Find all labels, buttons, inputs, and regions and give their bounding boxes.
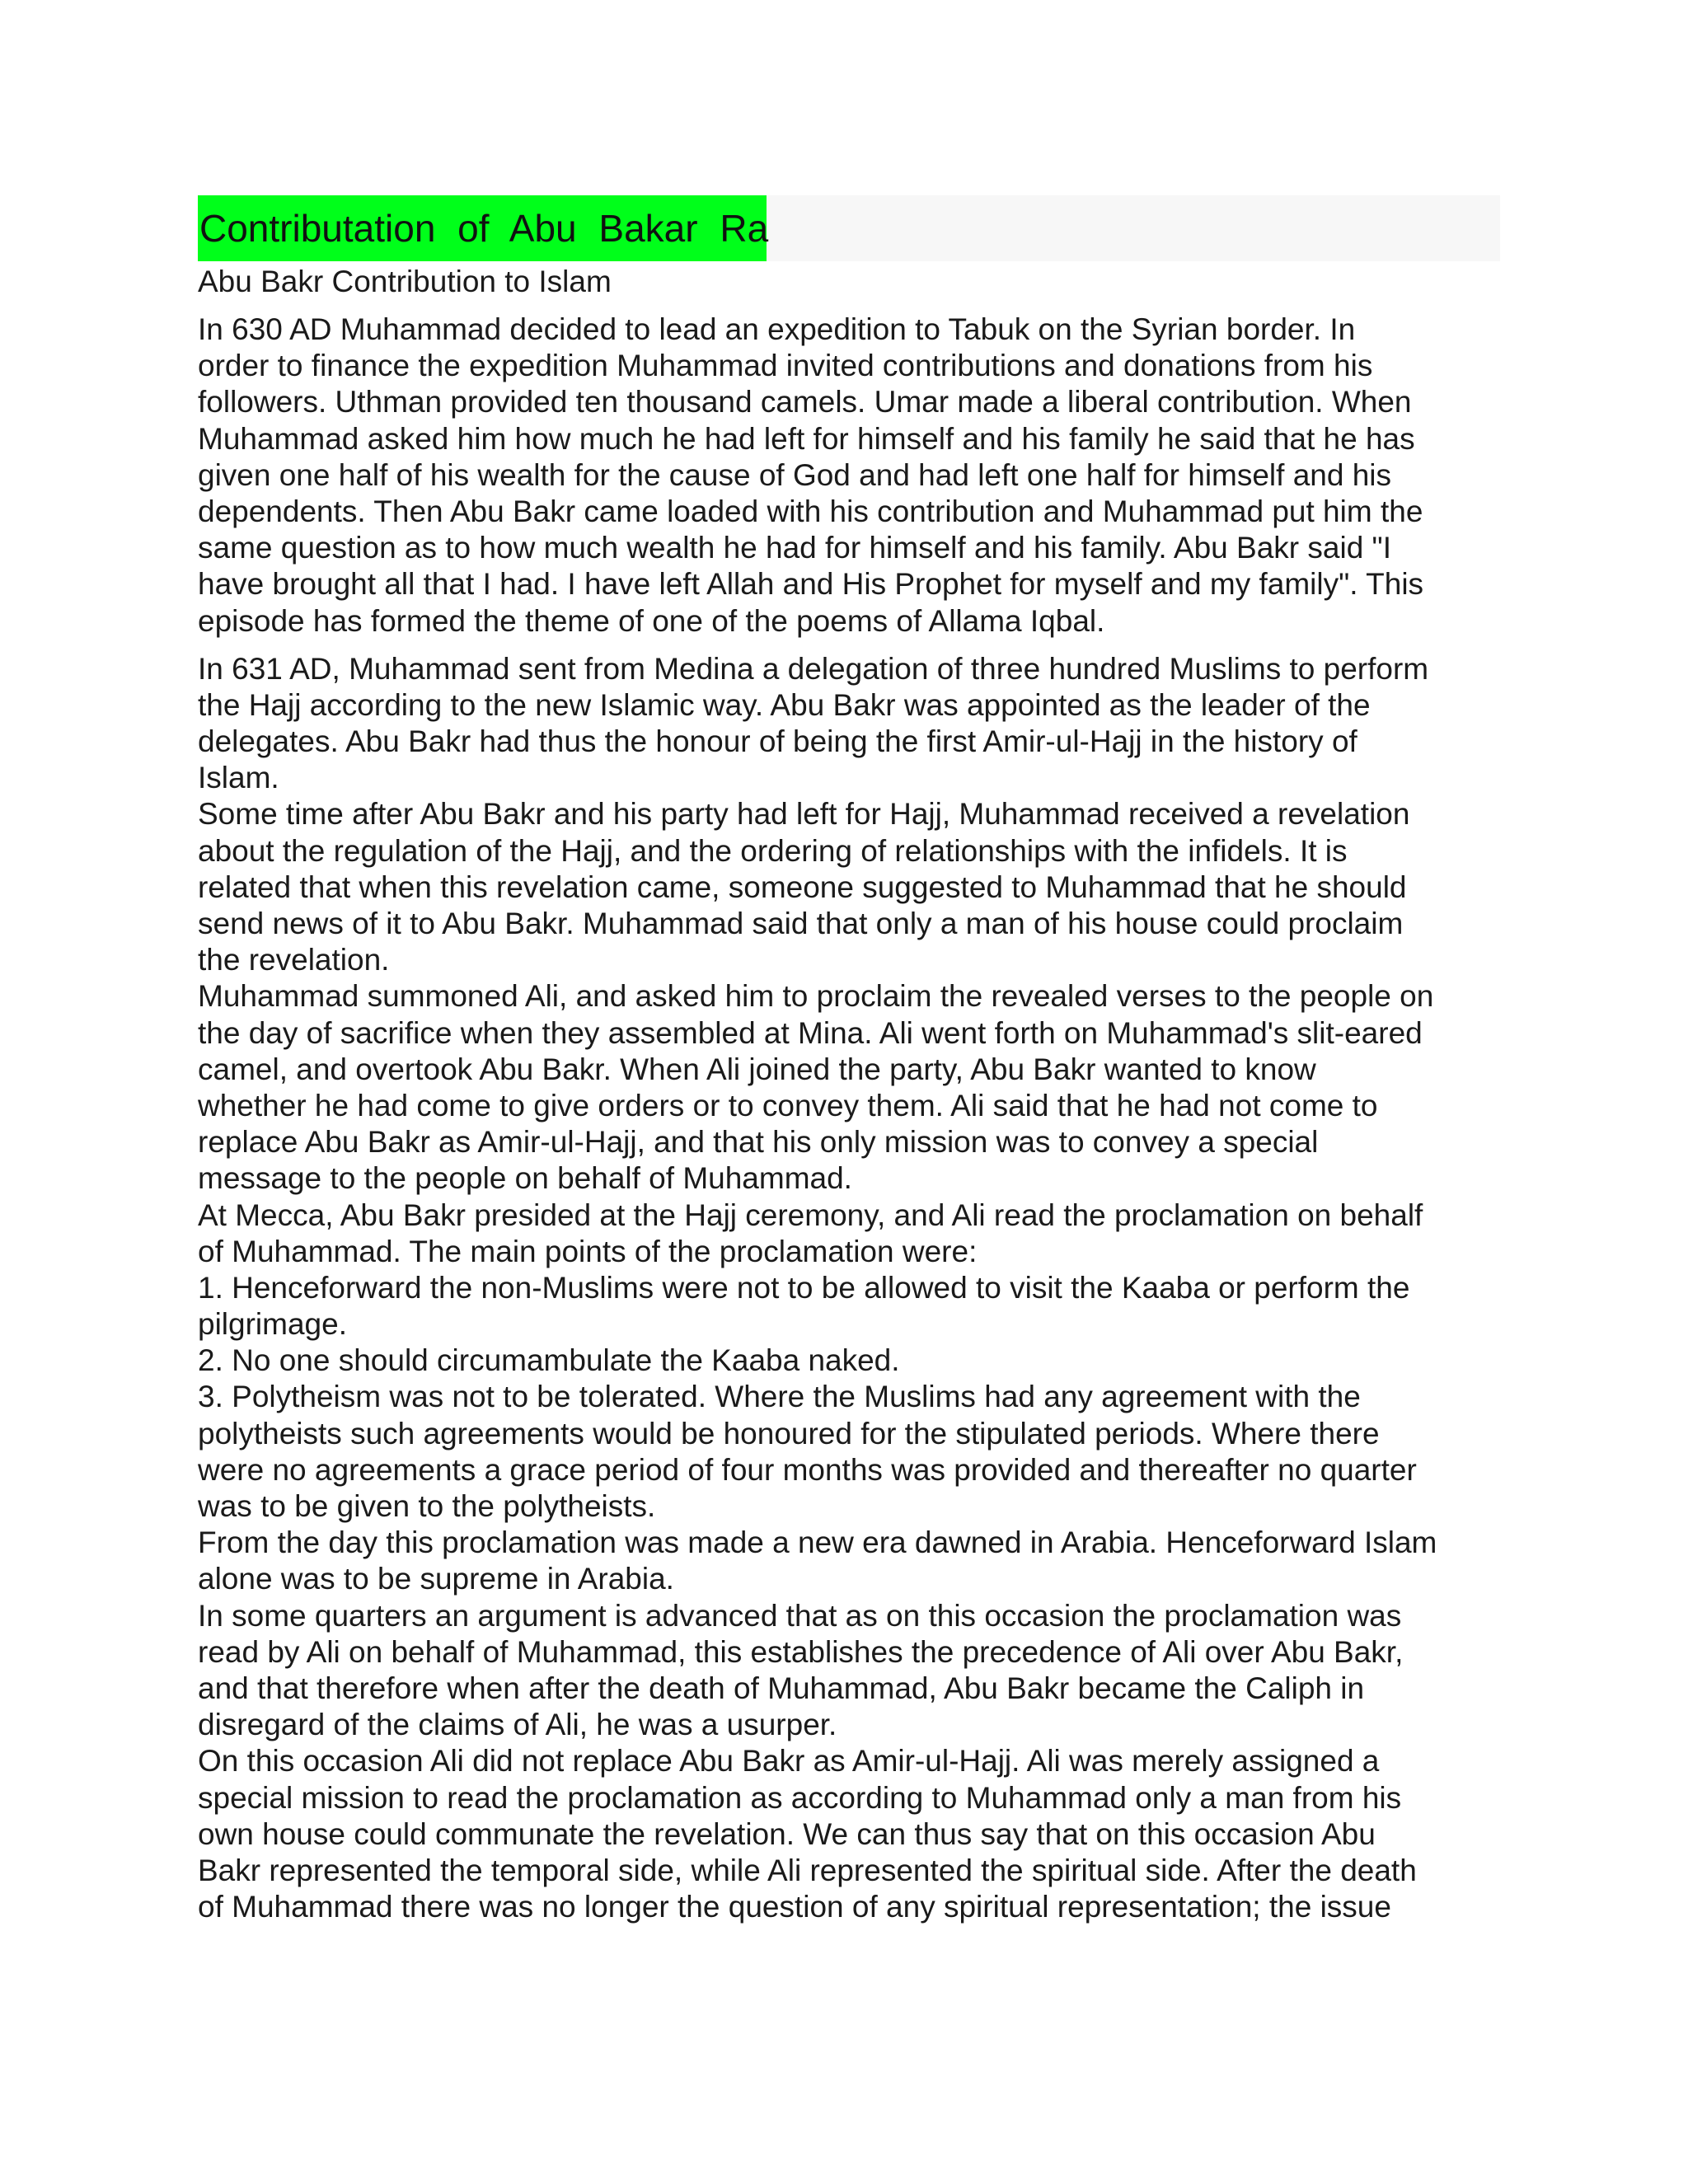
text-line: 2. No one should circumambulate the Kaaba naked. bbox=[198, 1343, 900, 1378]
text-line: In 630 AD Muhammad decided to lead an expedition to Tabuk on the Syrian border. In bbox=[198, 312, 1356, 346]
text-line: own house could communate the revelation. We can thus say that on this occasion Abu bbox=[198, 1816, 1376, 1851]
text-line: message to the people on behalf of Muhammad. bbox=[198, 1161, 852, 1196]
text-line: polytheists such agreements would be honoured for the stipulated periods. Where there bbox=[198, 1416, 1380, 1451]
text-line: replace Abu Bakr as Amir-ul-Hajj, and that his only mission was to convey a special bbox=[198, 1125, 1319, 1160]
text-line: Bakr represented the temporal side, while Ali represented the spiritual side. After the death bbox=[198, 1853, 1417, 1887]
text-line: the revelation. bbox=[198, 943, 390, 977]
document-title: Contributation of Abu Bakar Ra bbox=[199, 207, 769, 250]
text-line: and that therefore when after the death of Muhammad, Abu Bakr became the Caliph in bbox=[198, 1671, 1365, 1705]
text-line: read by Ali on behalf of Muhammad, this establishes the precedence of Ali over Abu Bakr, bbox=[198, 1634, 1404, 1669]
text-line: Muhammad asked him how much he had left for himself and his family he said that he has bbox=[198, 421, 1415, 456]
text-line: the Hajj according to the new Islamic way. Abu Bakr was appointed as the leader of the bbox=[198, 687, 1371, 722]
text-line: disregard of the claims of Ali, he was a usurper. bbox=[198, 1708, 837, 1742]
text-line: whether he had come to give orders or to convey them. Ali said that he had not come to bbox=[198, 1088, 1378, 1122]
text-line: given one half of his wealth for the cause of God and had left one half for himself and his bbox=[198, 457, 1392, 492]
text-line: of Muhammad there was no longer the question of any spiritual representation; the issue bbox=[198, 1890, 1391, 1924]
paragraph bbox=[198, 312, 1517, 640]
text-line: same question as to how much wealth he had for himself and his family. Abu Bakr said "I bbox=[198, 531, 1391, 565]
text-line: dependents. Then Abu Bakr came loaded with his contribution and Muhammad put him the bbox=[198, 494, 1423, 528]
text-line: alone was to be supreme in Arabia. bbox=[198, 1562, 674, 1596]
text-line: 3. Polytheism was not to be tolerated. Where the Muslims had any agreement with the bbox=[198, 1380, 1361, 1414]
text-line: were no agreements a grace period of four months was provided and thereafter no quarter bbox=[198, 1452, 1417, 1487]
text-line: order to finance the expedition Muhammad invited contributions and donations from his bbox=[198, 349, 1373, 383]
text-line: From the day this proclamation was made a new era dawned in Arabia. Henceforward Islam bbox=[198, 1526, 1437, 1560]
paragraph-gap bbox=[198, 640, 1517, 651]
text-line: special mission to read the proclamation as according to Muhammad only a man from his bbox=[198, 1780, 1402, 1815]
text-line: In some quarters an argument is advanced that as on this occasion the proclamation was bbox=[198, 1598, 1402, 1633]
text-line: Islam. bbox=[198, 761, 279, 795]
paragraph bbox=[198, 651, 1517, 1926]
text-line: followers. Uthman provided ten thousand camels. Umar made a liberal contribution. When bbox=[198, 385, 1412, 419]
text-line: of Muhammad. The main points of the proclamation were: bbox=[198, 1234, 978, 1268]
text-line: related that when this revelation came, someone suggested to Muhammad that he should bbox=[198, 869, 1407, 904]
text-line: was to be given to the polytheists. bbox=[198, 1489, 656, 1523]
text-line: On this occasion Ali did not replace Abu Bakr as Amir-ul-Hajj. Ali was merely assigned a bbox=[198, 1744, 1380, 1779]
text-line: the day of sacrifice when they assembled at Mina. Ali went forth on Muhammad's slit-eared bbox=[198, 1015, 1423, 1050]
text-line: have brought all that I had. I have left Allah and His Prophet for myself and my family". This bbox=[198, 567, 1424, 602]
text-line: episode has formed the theme of one of the poems of Allama Iqbal. bbox=[198, 603, 1105, 638]
text-line: send news of it to Abu Bakr. Muhammad said that only a man of his house could proclaim bbox=[198, 907, 1404, 940]
text-line: about the regulation of the Hajj, and the ordering of relationships with the infidels. It is bbox=[198, 833, 1348, 868]
text-line: delegates. Abu Bakr had thus the honour of being the first Amir-ul-Hajj in the history of bbox=[198, 724, 1357, 759]
text-line: camel, and overtook Abu Bakr. When Ali joined the party, Abu Bakr wanted to know bbox=[198, 1052, 1316, 1086]
text-line: Some time after Abu Bakr and his party had left for Hajj, Muhammad received a revelation bbox=[198, 797, 1410, 832]
text-line: In 631 AD, Muhammad sent from Medina a delegation of three hundred Muslims to perform bbox=[198, 651, 1429, 686]
document-body bbox=[198, 312, 1517, 1925]
text-line: Muhammad summoned Ali, and asked him to proclaim the revealed verses to the people on bbox=[198, 979, 1434, 1014]
text-line: 1. Henceforward the non-Muslims were not to be allowed to visit the Kaaba or perform the bbox=[198, 1270, 1410, 1305]
text-line: pilgrimage. bbox=[198, 1307, 347, 1342]
text-line: At Mecca, Abu Bakr presided at the Hajj ceremony, and Ali read the proclamation on behalf bbox=[198, 1197, 1423, 1232]
document-subtitle: Abu Bakr Contribution to Islam bbox=[198, 265, 612, 298]
